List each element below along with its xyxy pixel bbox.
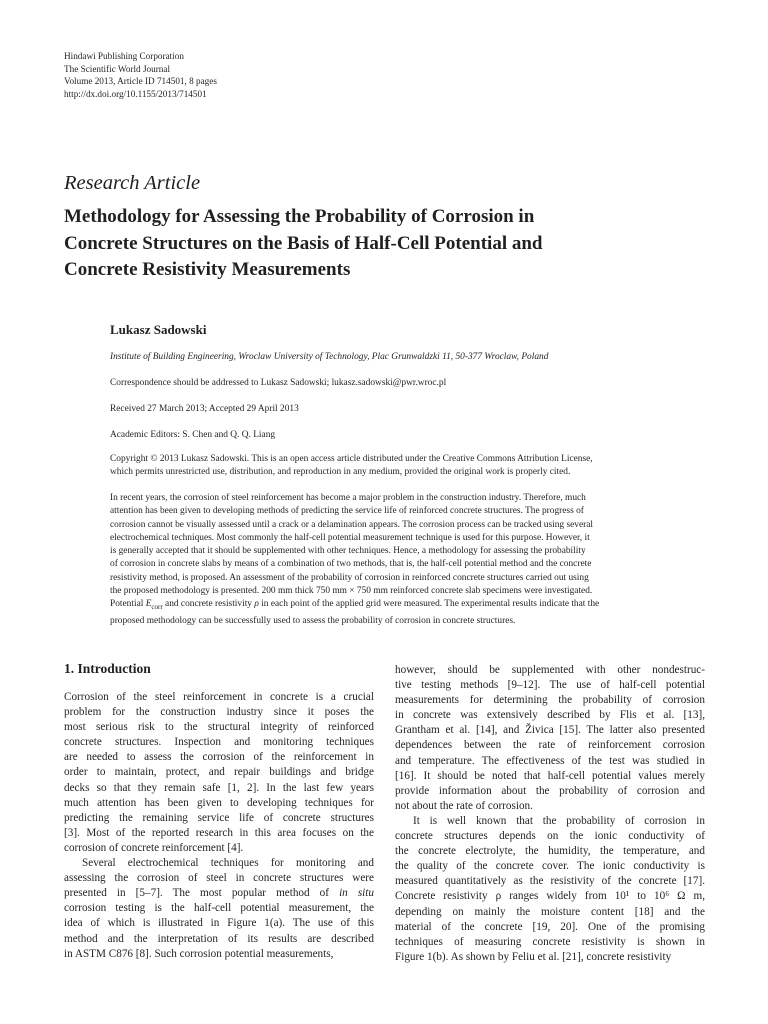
body-line: order to maintain, protect, and repair buildings and bridge — [64, 766, 374, 779]
received-dates: Received 27 March 2013; Accepted 29 April 2013 — [110, 404, 299, 414]
body-line: techniques of measuring concrete resistivity is shown in — [395, 935, 705, 948]
body-line: material of the concrete [19, 20]. One of the promising — [395, 920, 705, 933]
abstract — [110, 492, 710, 628]
body-line: [16]. It should be noted that half-cell potential values merely — [395, 769, 705, 782]
academic-editors: Academic Editors: S. Chen and Q. Q. Liang — [110, 430, 276, 440]
body-line: assessing the corrosion of steel in concrete structures were — [64, 872, 374, 885]
abstract-line: resistivity method, is proposed. An assessment of the probability of corrosion in reinforced concrete structures carried out using — [110, 572, 589, 583]
journal-header — [64, 50, 217, 100]
abstract-line: is generally accepted that it should be supplemented with other techniques. Hence, a methodology for assessing the probability — [110, 546, 586, 557]
body-line: It is well known that the probability of corrosion in — [413, 814, 705, 827]
title-line: Methodology for Assessing the Probability of Corrosion in — [64, 206, 535, 227]
body-line: the quality of the concrete cover. The ionic conductivity is — [395, 860, 705, 873]
body-line: concrete structures depends on the ionic conductivity of — [395, 830, 705, 843]
abstract-line: of corrosion in concrete slabs by means of a combination of two methods, that is, the half-cell potential method and the concrete — [110, 559, 592, 570]
volume-info: Volume 2013, Article ID 714501, 8 pages — [64, 76, 217, 87]
body-line: predicting the remaining service life of concrete structures — [64, 811, 374, 824]
body-line: are needed to assess the corrosion of the reinforcement in — [64, 751, 374, 764]
body-line: Grantham et al. [14], and Živica [15]. The latter also presented — [395, 724, 705, 737]
doi-link[interactable]: http://dx.doi.org/10.1155/2013/714501 — [64, 88, 207, 99]
body-line: decks so that they remain safe [1, 2]. In the last few years — [64, 781, 374, 794]
section-heading: 1. Introduction — [64, 661, 151, 676]
body-line: not about the rate of corrosion. — [395, 799, 533, 812]
body-line: most serious risk to the structural integrity of reinforced — [64, 721, 374, 734]
title-line: Concrete Structures on the Basis of Half-Cell Potential and — [64, 232, 543, 254]
body-line: in concrete was extensively described by Flis et al. [13], — [395, 709, 705, 722]
abstract-line: electrochemical techniques. Most commonly the half-cell potential measurement technique is used for this purpose. However, it — [110, 532, 590, 543]
body-line: idea of which is illustrated in Figure 1(a). The use of this — [64, 917, 374, 930]
copyright-line: Copyright © 2013 Lukasz Sadowski. This is an open access article distributed under the Creative Commons Attribution License, — [110, 454, 593, 464]
publisher-name: Hindawi Publishing Corporation — [64, 51, 184, 61]
body-line: however, should be supplemented with other nondestruc- — [395, 664, 705, 676]
body-line: the concrete electrolyte, the humidity, the temperature, and — [395, 845, 705, 858]
body-line: in ASTM C876 [8]. Such corrosion potential measurements, — [64, 947, 334, 960]
body-line: Corrosion of the steel reinforcement in concrete is a crucial — [64, 691, 374, 703]
abstract-line: attention has been given to developing methods of predicting the service life of reinforced concrete structures. The progress of — [110, 506, 584, 517]
body-line: dependences between the rate of reinforcement corrosion — [395, 739, 705, 752]
author-name: Lukasz Sadowski — [110, 322, 207, 337]
correspondence: Correspondence should be addressed to Lukasz Sadowski; lukasz.sadowski@pwr.wroc.pl — [110, 378, 447, 388]
affiliation: Institute of Building Engineering, Wroclaw University of Technology, Plac Grunwaldzki 11, 50-377 Wroclaw, Poland — [110, 352, 549, 362]
body-line: concrete structures. Inspection and monitoring techniques — [64, 736, 374, 749]
abstract-line: Potential $E_{corr}$ and concrete resistivity ρ in each point of the applied grid were measured. The experimental results indicate that the — [110, 599, 600, 612]
body-line: tive testing methods [9–12]. The use of half-cell potential — [395, 679, 705, 692]
right-column — [395, 663, 705, 965]
body-line: method and the interpretation of its results are described — [64, 932, 374, 945]
body-line: problem for the construction industry since it poses the — [64, 706, 374, 719]
body-line: depending on mainly the moisture content [18] and the — [395, 905, 705, 918]
body-line: and temperature. The effectiveness of the test was studied in — [395, 754, 705, 767]
paper-title — [64, 204, 724, 284]
body-line: corrosion testing is the half-cell potential measurement, the — [64, 902, 374, 915]
body-line: much attention has been given to developing techniques for — [64, 796, 374, 809]
body-line: measured quantitatively as the resistivity of the concrete [17]. — [395, 875, 705, 888]
journal-name: The Scientific World Journal — [64, 63, 170, 74]
abstract-line: the proposed methodology is presented. 200 mm thick 750 mm × 750 mm reinforced concrete slab specimens were investigated. — [110, 586, 593, 597]
copyright-line: which permits unrestricted use, distribution, and reproduction in any medium, provided the original work is properly cited. — [110, 467, 571, 478]
body-line: presented in [5–7]. The most popular method of in situ — [64, 887, 374, 900]
article-type: Research Article — [64, 172, 201, 194]
body-line: provide information about the probability of corrosion and — [395, 784, 705, 797]
abstract-line: proposed methodology can be successfully used to assess the probability of corrosion in concrete structures. — [110, 615, 516, 626]
body-line: [3]. Most of the reported research in this area focuses on the — [64, 826, 374, 839]
copyright-notice — [110, 453, 710, 480]
body-line: Figure 1(b). As shown by Feliu et al. [21], concrete resistivity — [395, 950, 672, 963]
abstract-line: corrosion cannot be visually assessed until a crack or a delamination appears. The corrosion process can be tracked using several — [110, 519, 593, 530]
abstract-line: In recent years, the corrosion of steel reinforcement has become a major problem in the construction industry. Therefore, much — [110, 493, 586, 503]
body-line: measurements for determining the probability of corrosion — [395, 694, 705, 707]
body-line: Concrete resistivity ρ ranges widely from 10¹ to 10⁶ Ω m, — [395, 890, 705, 903]
title-line: Concrete Resistivity Measurements — [64, 259, 351, 280]
body-line: Several electrochemical techniques for monitoring and — [82, 857, 374, 870]
body-line: corrosion of concrete reinforcement [4]. — [64, 841, 244, 854]
left-column — [64, 690, 374, 962]
